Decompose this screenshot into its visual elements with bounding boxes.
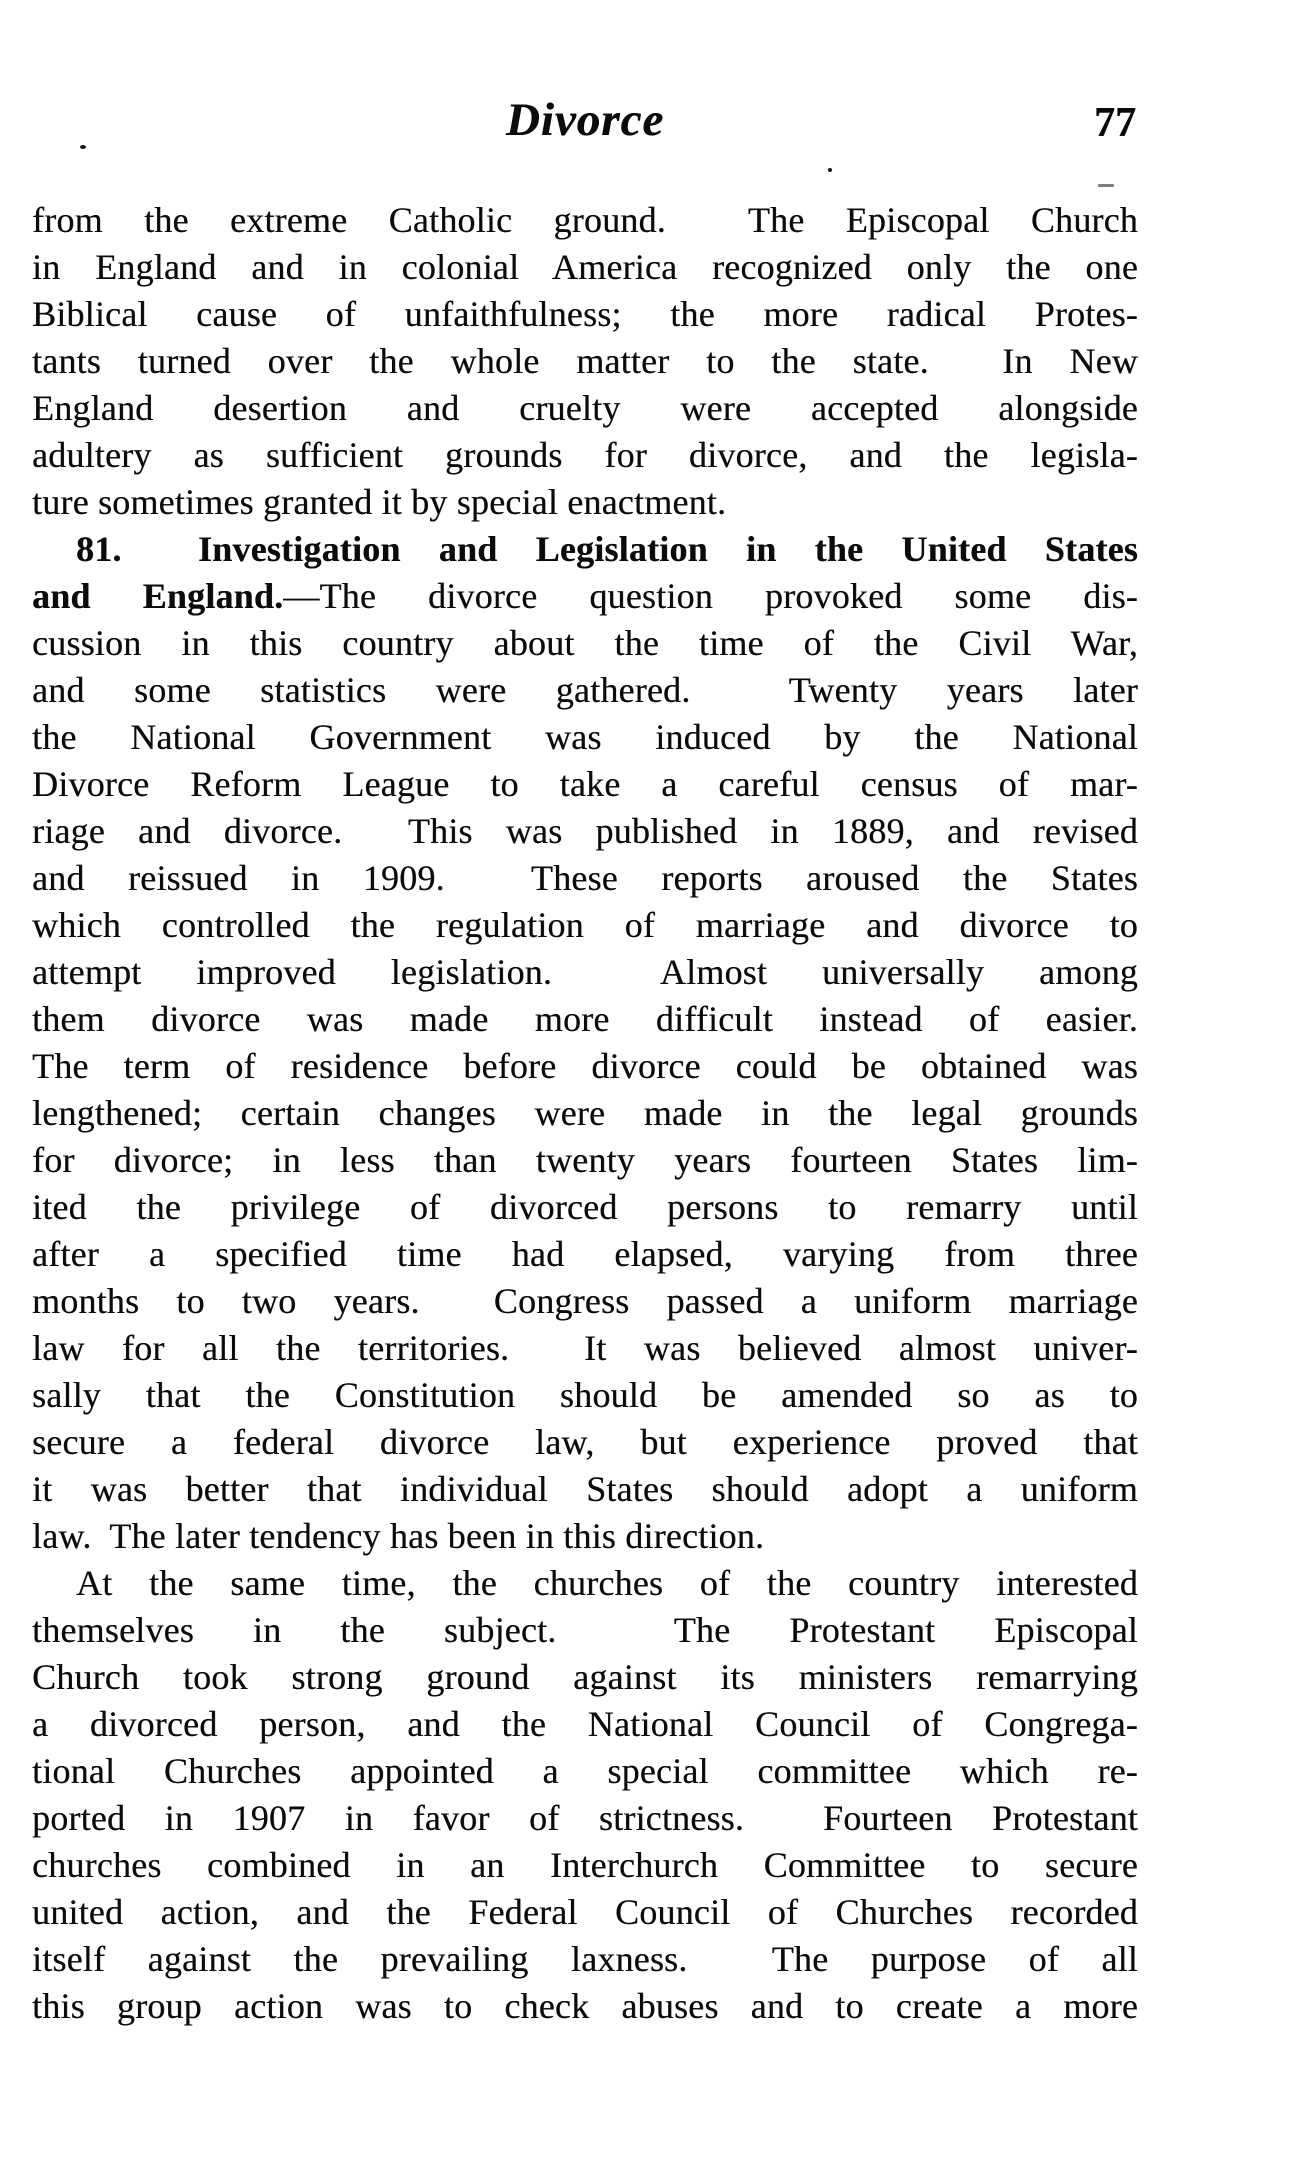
body-text-segment: months to two years. Congress passed a uniform marriage: [32, 1281, 1138, 1321]
body-text-segment: adultery as sufficient grounds for divorce, and the legisla-: [32, 435, 1138, 475]
body-text-segment: Church took strong ground against its ministers remarrying: [32, 1657, 1138, 1697]
body-line: [32, 526, 1138, 573]
body-line: [32, 1936, 1138, 1983]
section-heading-segment: 81. Investigation and Legislation in the United States: [76, 529, 1138, 569]
body-line: [32, 291, 1138, 338]
body-text-segment: them divorce was made more difficult instead of easier.: [32, 999, 1138, 1039]
body-line: [32, 1043, 1138, 1090]
body-text-segment: themselves in the subject. The Protestant Episcopal: [32, 1610, 1138, 1650]
body-text-segment: Divorce Reform League to take a careful census of mar-: [32, 764, 1138, 804]
body-text-segment: from the extreme Catholic ground. The Episcopal Church: [32, 200, 1138, 240]
body-line: [32, 714, 1138, 761]
body-text-segment: the National Government was induced by the National: [32, 717, 1138, 757]
body-line: [32, 1748, 1138, 1795]
body-text-segment: tional Churches appointed a special committee which re-: [32, 1751, 1138, 1791]
body-line: [32, 667, 1138, 714]
body-line: [32, 902, 1138, 949]
body-text-segment: and reissued in 1909. These reports aroused the States: [32, 858, 1138, 898]
body-line: [32, 244, 1138, 291]
body-line: [32, 1654, 1138, 1701]
body-text-segment: and some statistics were gathered. Twenty years later: [32, 670, 1138, 710]
body-text-segment: ited the privilege of divorced persons to remarry until: [32, 1187, 1138, 1227]
body-line: [32, 573, 1138, 620]
body-line: [32, 1184, 1138, 1231]
body-text-segment: itself against the prevailing laxness. The purpose of all: [32, 1939, 1138, 1979]
body-line: [32, 1560, 1138, 1607]
body-line: [32, 479, 1138, 526]
body-text-segment: cussion in this country about the time of the Civil War,: [32, 623, 1138, 663]
text-block: [32, 197, 1138, 2030]
body-text-segment: riage and divorce. This was published in 1889, and revised: [32, 811, 1138, 851]
body-text-segment: Biblical cause of unfaithfulness; the more radical Protes-: [32, 294, 1138, 334]
body-text-segment: law for all the territories. It was believed almost univer-: [32, 1328, 1138, 1368]
body-line: [32, 385, 1138, 432]
body-line: [32, 1090, 1138, 1137]
body-text-segment: —The divorce question provoked some dis-: [283, 576, 1138, 616]
body-line: [32, 761, 1138, 808]
body-line: [32, 808, 1138, 855]
body-text-segment: it was better that individual States should adopt a uniform: [32, 1469, 1138, 1509]
body-line: [32, 1701, 1138, 1748]
page-title: Divorce: [505, 94, 665, 146]
body-text-segment: ported in 1907 in favor of strictness. Fourteen Protestant: [32, 1798, 1138, 1838]
scan-speck: [80, 145, 86, 149]
body-text-segment: lengthened; certain changes were made in the legal grounds: [32, 1093, 1138, 1133]
body-line: [32, 620, 1138, 667]
body-line: [32, 996, 1138, 1043]
scan-speck: [828, 168, 832, 172]
body-text-segment: which controlled the regulation of marriage and divorce to: [32, 905, 1138, 945]
page-number: 77: [1094, 100, 1136, 146]
running-head: [32, 90, 1138, 154]
body-line: [32, 1325, 1138, 1372]
body-text-segment: law. The later tendency has been in this direction.: [32, 1516, 765, 1556]
body-line: [32, 1466, 1138, 1513]
body-line: [32, 1889, 1138, 1936]
paragraph-continuation: [32, 197, 1138, 526]
body-text-segment: attempt improved legislation. Almost universally among: [32, 952, 1138, 992]
body-line: [32, 1983, 1138, 2030]
body-line: [32, 1795, 1138, 1842]
body-text-segment: churches combined in an Interchurch Committee to secure: [32, 1845, 1138, 1885]
body-line: [32, 338, 1138, 385]
body-text-segment: for divorce; in less than twenty years fourteen States lim-: [32, 1140, 1138, 1180]
section-heading-segment: and England.: [32, 576, 284, 616]
body-text-segment: At the same time, the churches of the country interested: [76, 1563, 1138, 1603]
body-text-segment: The term of residence before divorce could be obtained was: [32, 1046, 1138, 1086]
body-line: [32, 1842, 1138, 1889]
scan-speck: [1098, 184, 1114, 187]
body-line: [32, 855, 1138, 902]
body-line: [32, 1372, 1138, 1419]
body-text-segment: secure a federal divorce law, but experience proved that: [32, 1422, 1138, 1462]
body-line: [32, 197, 1138, 244]
body-line: [32, 1137, 1138, 1184]
paragraph-churches: [32, 1560, 1138, 2030]
body-line: [32, 1278, 1138, 1325]
body-line: [32, 1607, 1138, 1654]
body-line: [32, 949, 1138, 996]
body-text-segment: this group action was to check abuses and to create a more: [32, 1986, 1138, 2026]
paragraph-section-81: [32, 526, 1138, 1560]
body-text-segment: after a specified time had elapsed, varying from three: [32, 1234, 1138, 1274]
body-text-segment: a divorced person, and the National Council of Congrega-: [32, 1704, 1138, 1744]
body-text-segment: united action, and the Federal Council of Churches recorded: [32, 1892, 1138, 1932]
body-line: [32, 1419, 1138, 1466]
body-line: [32, 1513, 1138, 1560]
body-text-segment: tants turned over the whole matter to the state. In New: [32, 341, 1138, 381]
body-text-segment: ture sometimes granted it by special enactment.: [32, 482, 727, 522]
body-line: [32, 1231, 1138, 1278]
body-text-segment: England desertion and cruelty were accepted alongside: [32, 388, 1138, 428]
body-line: [32, 432, 1138, 479]
body-text-segment: sally that the Constitution should be amended so as to: [32, 1375, 1138, 1415]
body-text-segment: in England and in colonial America recognized only the one: [32, 247, 1138, 287]
